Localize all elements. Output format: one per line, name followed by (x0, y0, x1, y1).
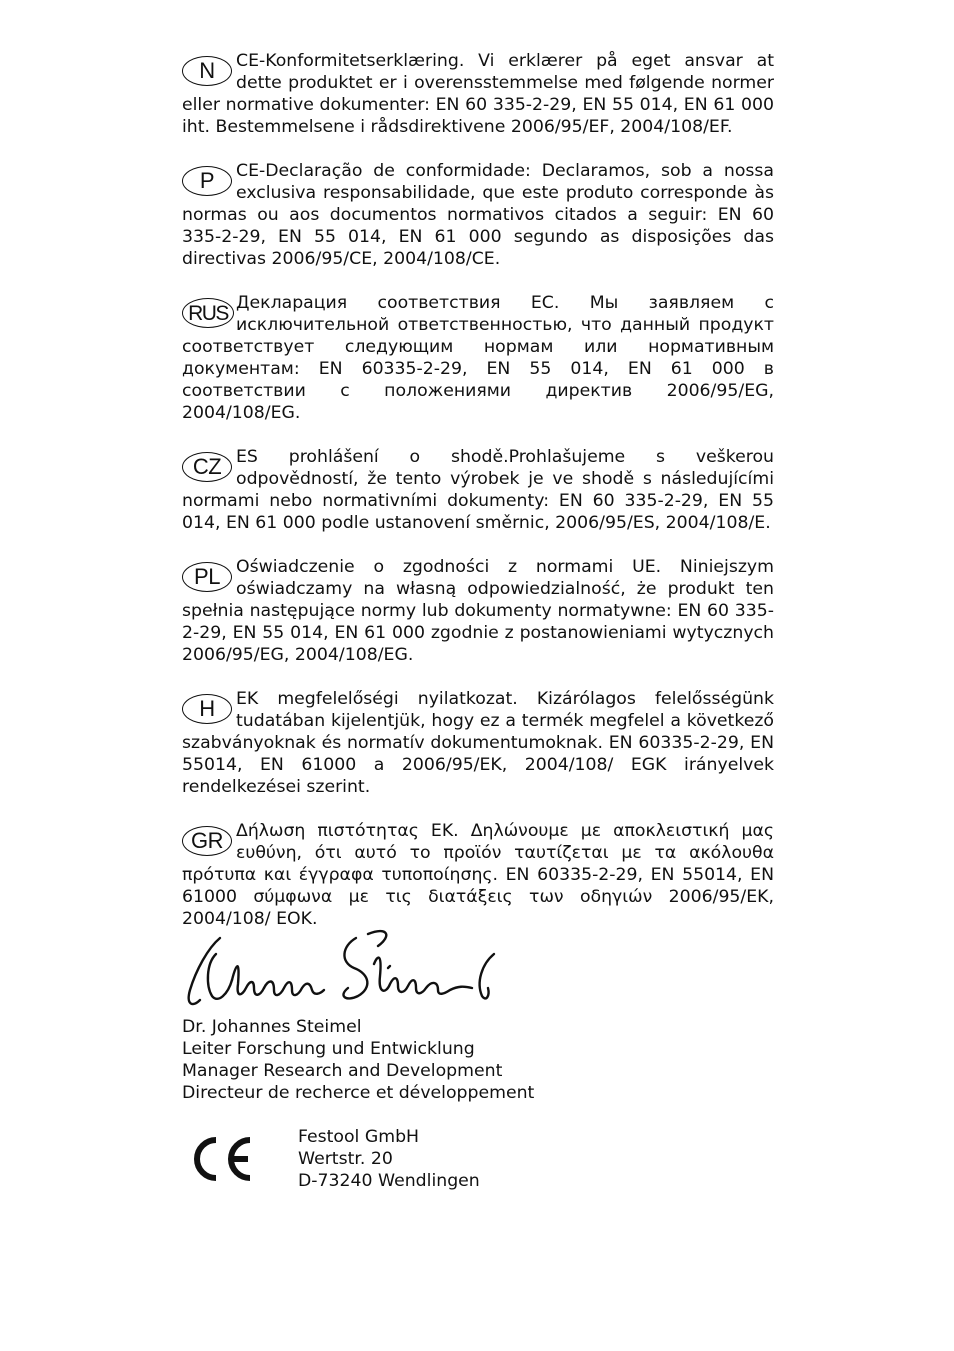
company-address (298, 1126, 480, 1192)
signatory-name: Dr. Johannes Steimel (182, 1017, 362, 1037)
company-name: Festool GmbH (298, 1127, 420, 1147)
declaration-text: EK megfelelőségi nyilatkozat. Kizárólagos felelősségünk tudatában kijelentjük, hogy ez a termék megfelel a következő szabványoknak és normatív dokumentumoknak. EN 60335-2-29, EN 55014, EN 61000 a 2006/95/EK, 2004/108/ EGK irányelvek rendelkezései szerint. (182, 689, 774, 797)
declaration-norwegian (182, 50, 774, 138)
handwritten-signature (182, 924, 512, 1014)
declaration-russian (182, 292, 774, 424)
company-block (182, 1126, 774, 1196)
language-badge-gr: GR (182, 826, 232, 856)
declaration-text: Декларация соответствия ЕС. Мы заявляем с исключительной ответственностью, что данный продукт соответствует следующим нормам или нормативным документам: EN 60335-2-29, EN 55 014, EN 61 000 в соответствии с положениями директив 2006/95/EG, 2004/108/EG. (182, 293, 774, 423)
language-badge-cz: CZ (182, 452, 232, 482)
declaration-page (182, 50, 774, 1196)
language-badge-pl: PL (182, 562, 232, 592)
language-badge-h: H (182, 694, 232, 724)
company-city: D-73240 Wendlingen (298, 1171, 480, 1191)
language-badge-rus: RUS (182, 298, 234, 328)
declaration-text: ES prohlášení o shodě.Prohlašujeme s veškerou odpovědností, že tento výrobek je ve shodě s následujícími normami nebo normativními dokumenty: EN 60 335-2-29, EN 55 014, EN 61 000 podle ustanovení směrnic, 2006/95/ES, 2004/108/E. (182, 447, 774, 533)
language-badge-n: N (182, 56, 232, 86)
declaration-text: Δήλωση πιστότητας ΕΚ. Δηλώνουμε με αποκλειστική μας ευθύνη, ότι αυτό το προϊόν ταυτίζεται με τα ακόλουθα πρότυπα και έγγραφα τυποποίησης. EN 60335-2-29, EN 55014, EN 61000 σύμφωνα με τις διατάξεις των οδηγιών 2006/95/ΕΚ, 2004/108/ ΕΟΚ. (182, 821, 774, 929)
declaration-text: CE-Declaração de conformidade: Declaramos, sob a nossa exclusiva responsabilidade, que este produto corresponde às normas ou aos documentos normativos citados a seguir: EN 60 335-2-29, EN 55 014, EN 61 000 segundo as disposições das directivas 2006/95/CE, 2004/108/CE. (182, 161, 774, 269)
declaration-greek (182, 820, 774, 930)
signatory-block (182, 1016, 774, 1104)
signatory-title-de: Leiter Forschung und Entwicklung (182, 1039, 475, 1059)
ce-mark-icon (188, 1134, 256, 1184)
declaration-hungarian (182, 688, 774, 798)
company-street: Wertstr. 20 (298, 1149, 393, 1169)
declaration-czech (182, 446, 774, 534)
declaration-polish (182, 556, 774, 666)
declaration-text: CE-Konformitetserklæring. Vi erklærer på eget ansvar at dette produktet er i overensstemmelse med følgende normer eller normative dokumenter: EN 60 335-2-29, EN 55 014, EN 61 000 iht. Bestemmelsene i rådsdirektivene 2006/95/EF, 2004/108/EF. (182, 51, 774, 137)
declaration-text: Oświadczenie o zgodności z normami UE. Niniejszym oświadczamy na własną odpowiedzialność, że produkt ten spełnia następujące normy lub dokumenty normatywne: EN 60 335-2-29, EN 55 014, EN 61 000 zgodnie z postanowieniami wytycznych 2006/95/EG, 2004/108/EG. (182, 557, 774, 665)
signatory-title-fr: Directeur de recherce et développement (182, 1083, 535, 1103)
signatory-title-en: Manager Research and Development (182, 1061, 503, 1081)
language-badge-p: P (182, 166, 232, 196)
declaration-portuguese (182, 160, 774, 270)
